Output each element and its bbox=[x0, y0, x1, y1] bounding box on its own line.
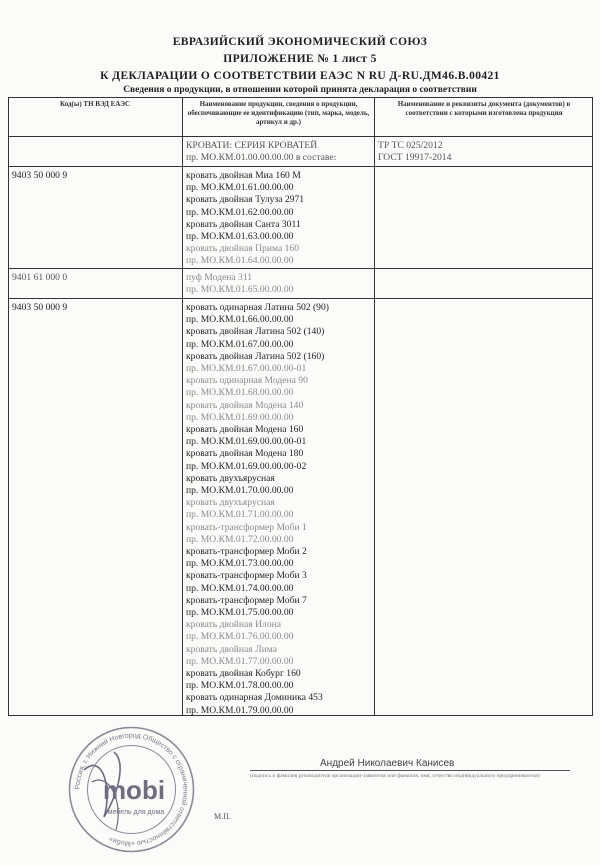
product-line: пр. МО.КМ.01.76.00.00.00 bbox=[186, 631, 294, 643]
product-line: кровать двойная Модена 180 bbox=[186, 448, 304, 460]
product-line: кровать-трансформер Моби 1 bbox=[186, 521, 307, 533]
product-line: пр. МО.КМ.01.67.00.00.00-01 bbox=[186, 363, 307, 374]
signature-line bbox=[250, 770, 570, 771]
product-line: пр. МО.КМ.01.65.00.00.00 bbox=[186, 284, 294, 296]
product-line: пр. МО.КМ.01.72.00.00.00 bbox=[186, 533, 294, 545]
product-line: пр. МО.КМ.01.64.00.00.00 bbox=[186, 255, 294, 267]
product-line: пр. МО.КМ.01.63.00.00.00 bbox=[186, 231, 294, 242]
product-line: пр. МО.КМ.01.61.00.00.00 bbox=[186, 182, 294, 194]
table-caption: Сведения о продукции, в отношении которой принята декларация о соответствии bbox=[123, 85, 477, 95]
product-line: кровать двойная Модена 160 bbox=[186, 424, 304, 435]
column-header-product: Наименование продукции, сведения о продукции, обеспечивающие ее идентификацию (тип, марка, модель, артикул и др.) bbox=[187, 100, 370, 126]
product-line: кровать одинарная Модена 90 bbox=[186, 375, 308, 387]
column-header-standard: Наименование и реквизиты документа (документов) в соответствии с которыми изготовлена продукция bbox=[397, 100, 571, 117]
product-line: кровать двойная Кобург 160 bbox=[186, 668, 301, 679]
product-line: кровать двойная Латина 502 (160) bbox=[186, 350, 325, 362]
product-line: пр. МО.КМ.01.68.00.00.00 bbox=[186, 387, 294, 399]
row1-code: 9403 50 000 9 bbox=[12, 170, 68, 181]
product-line: пр. МО.КМ.01.69.00.00.00-01 bbox=[186, 436, 307, 448]
signatory-name: Андрей Николаевич Канисев bbox=[320, 758, 455, 769]
product-line: кровать двойная Миа 160 М bbox=[186, 170, 301, 181]
standard-gost: ГОСТ 19917-2014 bbox=[378, 152, 452, 163]
product-line: кровать двойная Модена 140 bbox=[186, 399, 304, 411]
product-line: пр. МО.КМ.01.77.00.00.00 bbox=[186, 655, 294, 667]
product-line: пр. МО.КМ.01.66.00.00.00 bbox=[186, 314, 294, 326]
seal-ring-text: Россия, г. Нижний Новгород Общество с ограниченной ответственностью «Моби» bbox=[74, 732, 189, 847]
row3-code: 9403 50 000 9 bbox=[12, 302, 68, 313]
seal-place-label: М.П. bbox=[214, 812, 231, 821]
document-header bbox=[0, 35, 600, 96]
company-seal bbox=[64, 722, 199, 857]
product-line: пр. МО.КМ.01.69.00.00.00-02 bbox=[186, 460, 307, 472]
union-title: ЕВРАЗИЙСКИЙ ЭКОНОМИЧЕСКИЙ СОЮЗ bbox=[172, 36, 428, 48]
seal-tagline: мебель для дома bbox=[107, 809, 165, 816]
product-line: пр. МО.КМ.01.75.00.00.00 bbox=[186, 607, 294, 618]
product-line: кровать одинарная Доминика 453 bbox=[186, 692, 323, 704]
product-line: кровать одинарная Латина 502 (90) bbox=[186, 302, 329, 313]
product-line: кровать двойная Прима 160 bbox=[186, 243, 300, 255]
product-line: кровать двойная Лима bbox=[186, 643, 278, 655]
product-line: пр. МО.КМ.01.70.00.00.00 bbox=[186, 485, 294, 496]
product-line: кровать-трансформер Моби 2 bbox=[186, 546, 307, 557]
product-line: кровать-трансформер Моби 7 bbox=[186, 594, 307, 606]
product-line: кровать-трансформер Моби 3 bbox=[186, 570, 307, 582]
column-header-code: Код(ы) ТН ВЭД ЕАЭС bbox=[59, 100, 131, 108]
row2-code: 9401 61 000 0 bbox=[12, 272, 68, 283]
standard-tr-ts: ТР ТС 025/2012 bbox=[378, 140, 443, 151]
product-line: пр. МО.КМ.01.71.00.00.00 bbox=[186, 509, 294, 521]
product-line: пр. МО.КМ.01.67.00.00.00 bbox=[186, 338, 294, 350]
group-article: пр. МО.КМ.01.00.00.00.00 в составе: bbox=[186, 152, 337, 163]
product-line: кровать двойная Латина 502 (140) bbox=[186, 326, 325, 338]
product-line: пр. МО.КМ.01.73.00.00.00 bbox=[186, 558, 294, 570]
product-line: кровать двухъярусная bbox=[186, 497, 275, 509]
signature-caption: (подпись и фамилия руководителя организации-заявителя или фамилия, имя, отчество индивидуального предпринимателя) bbox=[250, 773, 540, 779]
product-line: кровать двойная Санта 3011 bbox=[186, 218, 301, 230]
product-line: пр. МО.КМ.01.78.00.00.00 bbox=[186, 680, 294, 692]
group-title: КРОВАТИ: СЕРИЯ КРОВАТЕЙ bbox=[186, 140, 318, 151]
declaration-title: К ДЕКЛАРАЦИИ О СООТВЕТСТВИИ ЕАЭС N RU Д-RU.ДМ46.В.00421 bbox=[100, 70, 500, 82]
product-line: пр. МО.КМ.01.74.00.00.00 bbox=[186, 582, 294, 594]
product-line: кровать двойная Тулуза 2971 bbox=[186, 194, 305, 206]
product-line: кровать двойная Илона bbox=[186, 619, 282, 631]
product-line: пр. МО.КМ.01.62.00.00.00 bbox=[186, 206, 294, 218]
product-line: пр. МО.КМ.01.69.00.00.00 bbox=[186, 411, 294, 423]
product-line: пр. МО.КМ.01.79.00.00.00 bbox=[186, 704, 294, 716]
product-line: кровать двухъярусная bbox=[186, 472, 275, 484]
seal-brand: mobi bbox=[102, 775, 166, 805]
appendix-title: ПРИЛОЖЕНИЕ № 1 лист 5 bbox=[223, 53, 377, 65]
product-line: пуф Модена 311 bbox=[186, 272, 253, 283]
